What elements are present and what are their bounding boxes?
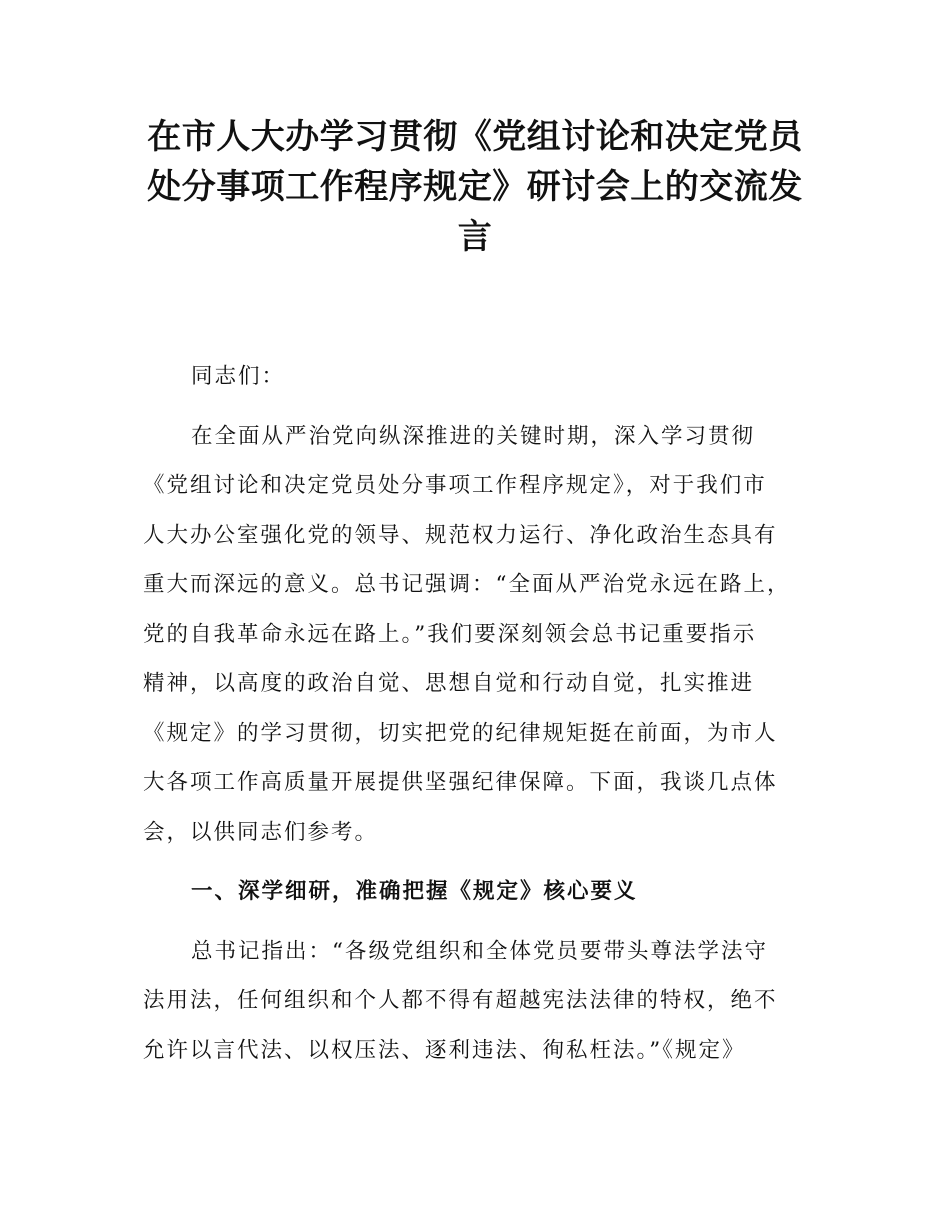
paragraph-line: 《党组讨论和决定党员处分事项工作程序规定》，对于我们市 [143, 473, 767, 498]
paragraph-line: 大各项工作高质量开展提供坚强纪律保障。下面，我谈几点体 [143, 770, 778, 795]
paragraph-line: 允许以言代法、以权压法、逐利违法、徇私枉法。”《规定》 [143, 1037, 746, 1063]
paragraph-line: 法用法，任何组织和个人都不得有超越宪法法律的特权，绝不 [143, 988, 778, 1013]
document-title [140, 112, 810, 262]
paragraph-line: 在全面从严治党向纵深推进的关键时期，深入学习贯彻 [191, 423, 756, 449]
section1-paragraph [143, 927, 813, 1076]
title-line: 处分事项工作程序规定》研讨会上的交流发 [147, 167, 803, 207]
paragraph-line: 会，以供同志们参考。 [143, 819, 379, 845]
title-line: 言 [457, 217, 493, 257]
paragraph-line: 人大办公室强化党的领导、规范权力运行、净化政治生态具有 [143, 522, 778, 548]
paragraph-line: 党的自我革命永远在路上。”我们要深刻领会总书记重要指示 [143, 621, 757, 647]
paragraph-line: 《规定》的学习贯彻，切实把党的纪律规矩挺在前面，为市人 [143, 720, 778, 746]
title-line: 在市人大办学习贯彻《党组讨论和决定党员 [147, 117, 803, 157]
paragraph-line: 总书记指出：“各级党组织和全体党员要带头尊法学法守 [191, 938, 768, 964]
salutation: 同志们： [191, 364, 286, 389]
intro-paragraph [143, 412, 813, 858]
paragraph-line: 精神，以高度的政治自觉、思想自觉和行动自觉，扎实推进 [143, 671, 755, 696]
section-heading-1: 一、深学细研，准确把握《规定》核心要义 [191, 879, 638, 904]
paragraph-line: 重大而深远的意义。总书记强调：“全面从严治党永远在路上， [143, 572, 791, 597]
document-body [143, 352, 813, 1085]
